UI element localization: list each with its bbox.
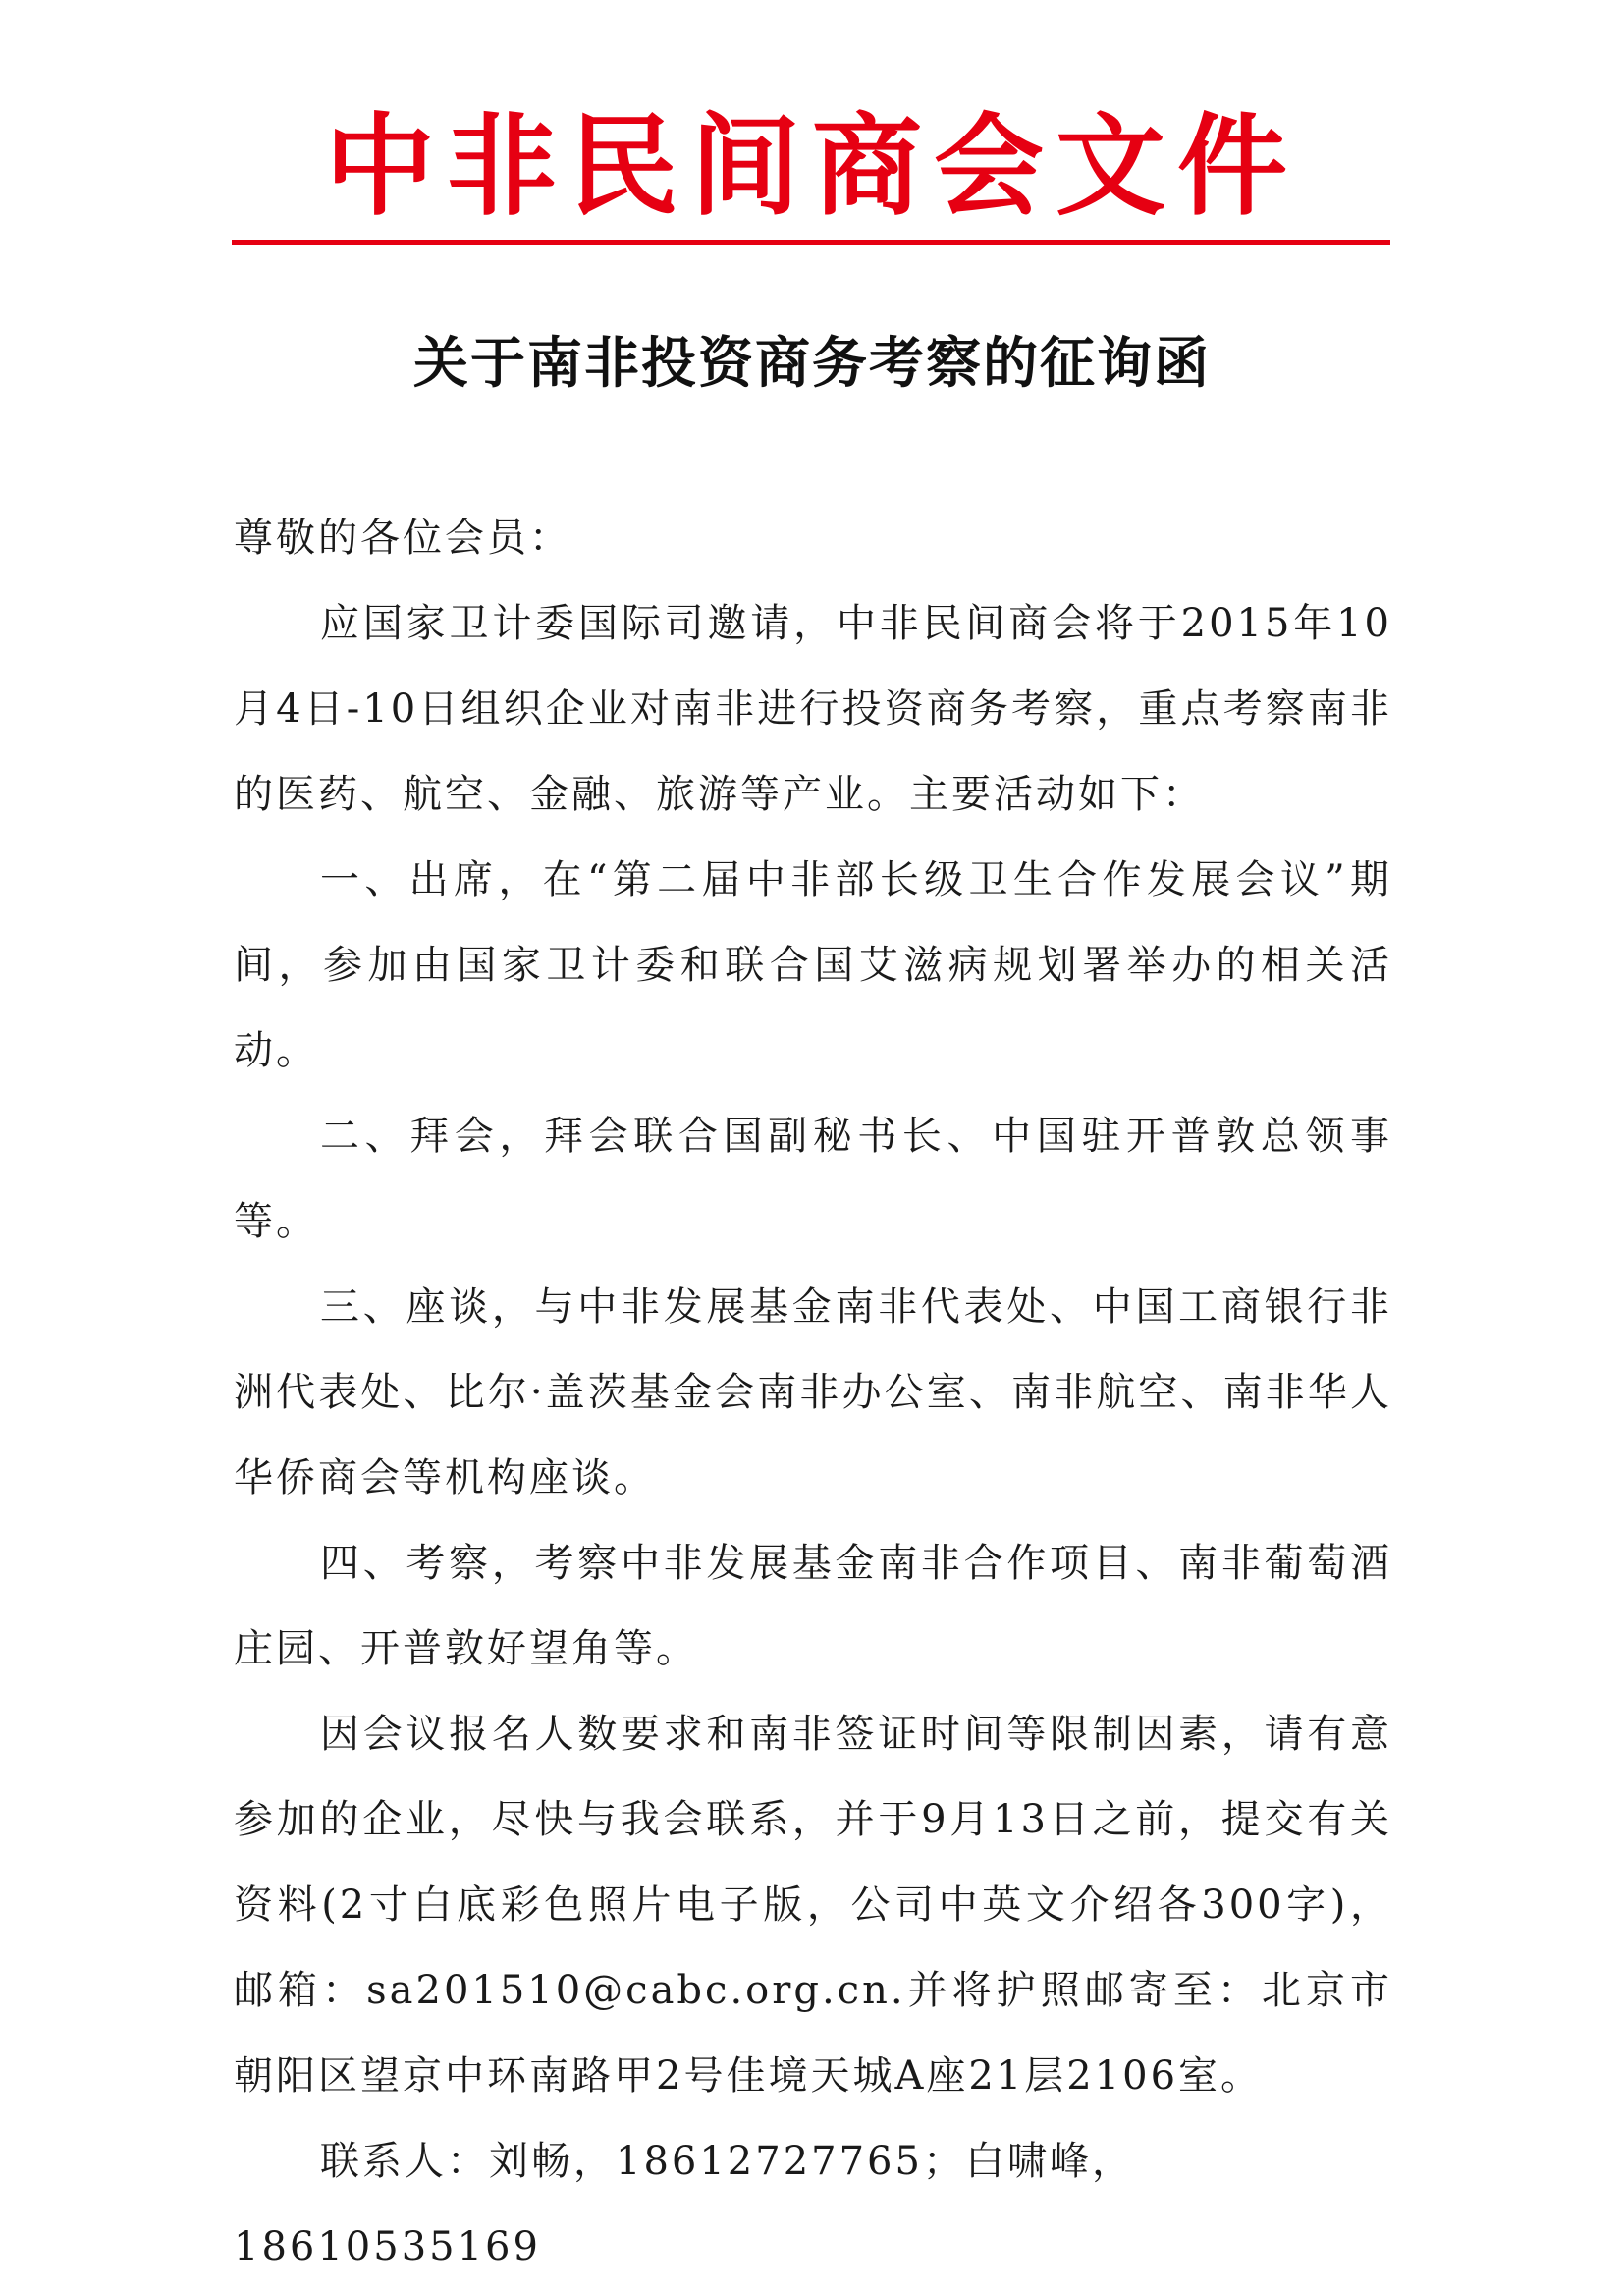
contact-line: 联系人：刘畅，18612727765；白啸峰，18610535169 xyxy=(234,2139,1134,2269)
letterhead-title: 中非民间商会文件 xyxy=(325,102,1299,231)
paragraph-activity-2: 二、拜会，拜会联合国副秘书长、中国驻开普敦总领事等。 xyxy=(234,1114,1392,1244)
paragraph-activity-1: 一、出席，在“第二届中非部长级卫生合作发展会议”期间，参加由国家卫计委和联合国艾滋病规划署举办的相关活动。 xyxy=(234,857,1392,1073)
document-body xyxy=(234,496,1392,2290)
paragraph-activity-4: 四、考察，考察中非发展基金南非合作项目、南非葡萄酒庄园、开普敦好望角等。 xyxy=(234,1541,1392,1671)
paragraph-intro: 应国家卫计委国际司邀请，中非民间商会将于2015年10月4日-10日组织企业对南非进行投资商务考察，重点考察南非的医药、航空、金融、旅游等产业。主要活动如下： xyxy=(234,601,1392,817)
document-title: 关于南非投资商务考察的征询函 xyxy=(413,332,1211,396)
letterhead-red-rule xyxy=(232,240,1390,245)
salutation: 尊敬的各位会员： xyxy=(234,516,571,561)
paragraph-registration: 因会议报名人数要求和南非签证时间等限制因素，请有意参加的企业，尽快与我会联系，并于9月13日之前，提交有关资料(2寸白底彩色照片电子版，公司中英文介绍各300字)，邮箱：sa201510@cabc.org.cn.并将护照邮寄至：北京市朝阳区望京中环南路甲2号佳境天城A座21层2106室。 xyxy=(234,1712,1392,2099)
paragraph-activity-3: 三、座谈，与中非发展基金南非代表处、中国工商银行非洲代表处、比尔·盖茨基金会南非办公室、南非航空、南非华人华侨商会等机构座谈。 xyxy=(234,1284,1392,1500)
